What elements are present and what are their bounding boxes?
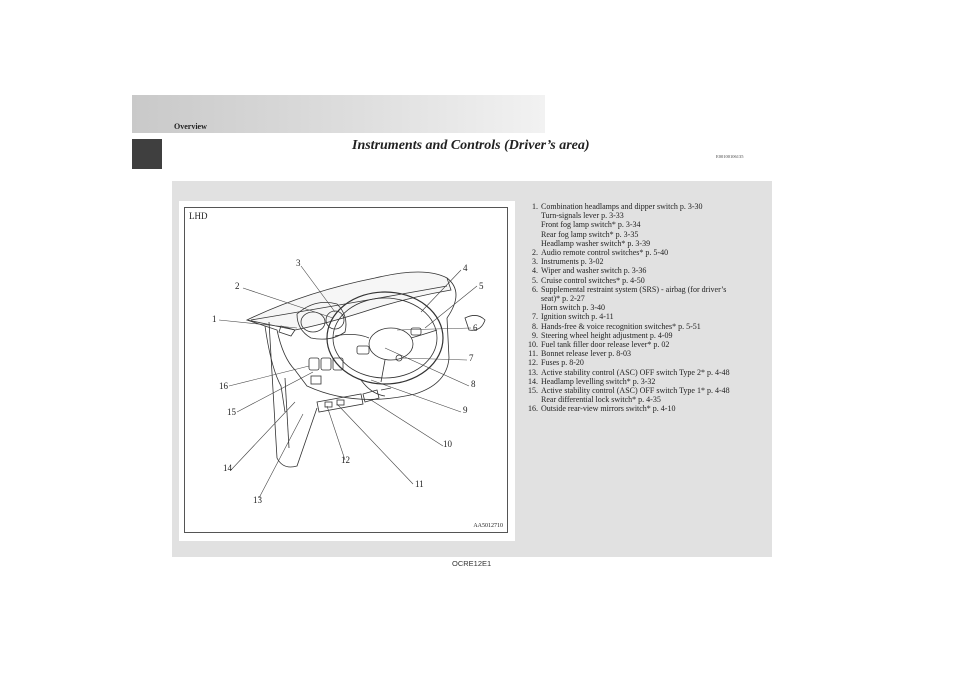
legend-number: 13. [528, 367, 538, 377]
legend-number: 15. [528, 386, 538, 396]
legend-text: Wiper and washer switch p. 3-36 [541, 266, 647, 276]
legend-item [516, 386, 768, 404]
legend-item [516, 377, 768, 386]
legend-subitem: Turn-signals lever p. 3-33 [541, 211, 624, 221]
legend-text: Combination headlamps and dipper switch p. 3-30 [541, 202, 703, 211]
callout-14: 14 [223, 463, 232, 473]
legend-subitem: Headlamp washer switch* p. 3-39 [541, 238, 651, 248]
legend-item [516, 340, 768, 349]
page-title: Instruments and Controls (Driver’s area) [352, 138, 590, 153]
legend-item [516, 276, 768, 285]
callout-2: 2 [235, 281, 240, 291]
legend-number: 10. [528, 340, 538, 350]
legend-text: Active stability control (ASC) OFF switch Type 1* p. 4-48 [541, 386, 730, 396]
legend-item [516, 404, 768, 413]
callout-15: 15 [227, 407, 236, 417]
callout-16: 16 [219, 381, 228, 391]
legend-number: 2. [532, 248, 538, 258]
legend-subitem: seat)* p. 2-27 [541, 294, 585, 304]
dashboard-figure [184, 207, 508, 533]
legend-subitem: Rear differential lock switch* p. 4-35 [541, 395, 661, 405]
legend-text: Hands-free & voice recognition switches* p. 5-51 [541, 321, 701, 331]
legend-number: 12. [528, 358, 538, 368]
callout-9: 9 [463, 405, 468, 415]
legend-text: Headlamp levelling switch* p. 3-32 [541, 376, 656, 386]
legend-text: Active stability control (ASC) OFF switch Type 2* p. 4-48 [541, 367, 730, 377]
legend-number: 4. [532, 266, 538, 276]
legend-number: 7. [532, 312, 538, 322]
callout-10: 10 [443, 439, 452, 449]
section-label: Overview [174, 122, 207, 131]
legend-subitem: Rear fog lamp switch* p. 3-35 [541, 229, 639, 239]
chapter-marker [132, 139, 162, 169]
legend-item [516, 322, 768, 331]
legend-item [516, 312, 768, 321]
figure-variant-label: LHD [189, 211, 208, 221]
legend-text: Bonnet release lever p. 8-03 [541, 349, 631, 359]
callout-4: 4 [463, 263, 468, 273]
legend-number: 5. [532, 275, 538, 285]
legend-item [516, 257, 768, 266]
callout-13: 13 [253, 495, 262, 505]
legend-item [516, 358, 768, 367]
legend-text: Supplemental restraint system (SRS) - airbag (for driver’s [541, 284, 727, 294]
legend-subitem: Horn switch p. 3-40 [541, 303, 605, 313]
legend-subitem: Front fog lamp switch* p. 3-34 [541, 220, 641, 230]
callout-6: 6 [473, 323, 478, 333]
legend-item [516, 285, 768, 313]
legend-text: Instruments p. 3-02 [541, 257, 604, 267]
footer-code: OCRE12E1 [452, 559, 492, 568]
dashboard-illustration [185, 208, 507, 532]
legend-item [516, 202, 768, 248]
document-code: E00100106135 [716, 154, 744, 159]
callout-8: 8 [471, 379, 476, 389]
legend-number: 8. [532, 321, 538, 331]
callout-1: 1 [212, 314, 217, 324]
legend-item [516, 368, 768, 377]
callout-3: 3 [296, 258, 301, 268]
legend-text: Audio remote control switches* p. 5-40 [541, 248, 669, 258]
callout-11: 11 [415, 479, 424, 489]
legend-text: Outside rear-view mirrors switch* p. 4-10 [541, 404, 676, 414]
legend-text: Steering wheel height adjustment p. 4-09 [541, 330, 673, 340]
callout-7: 7 [469, 353, 474, 363]
legend-text: Ignition switch p. 4-11 [541, 312, 614, 322]
figure-code: AA5012710 [473, 523, 503, 529]
legend-number: 14. [528, 376, 538, 386]
legend-number: 16. [528, 404, 538, 414]
legend-number: 9. [532, 330, 538, 340]
callout-5: 5 [479, 281, 484, 291]
callout-12: 12 [341, 455, 350, 465]
figure-box [179, 201, 515, 541]
legend-number: 11. [528, 349, 538, 359]
legend-text: Fuel tank filler door release lever* p. 02 [541, 340, 670, 350]
legend-number: 6. [532, 284, 538, 294]
legend-text: Cruise control switches* p. 4-50 [541, 275, 645, 285]
legend-item [516, 248, 768, 257]
legend-number: 3. [532, 257, 538, 267]
legend-item [516, 349, 768, 358]
legend-item [516, 331, 768, 340]
legend-item [516, 266, 768, 275]
controls-legend [516, 202, 768, 414]
legend-text: Fuses p. 8-20 [541, 358, 584, 368]
legend-number: 1. [532, 202, 538, 211]
